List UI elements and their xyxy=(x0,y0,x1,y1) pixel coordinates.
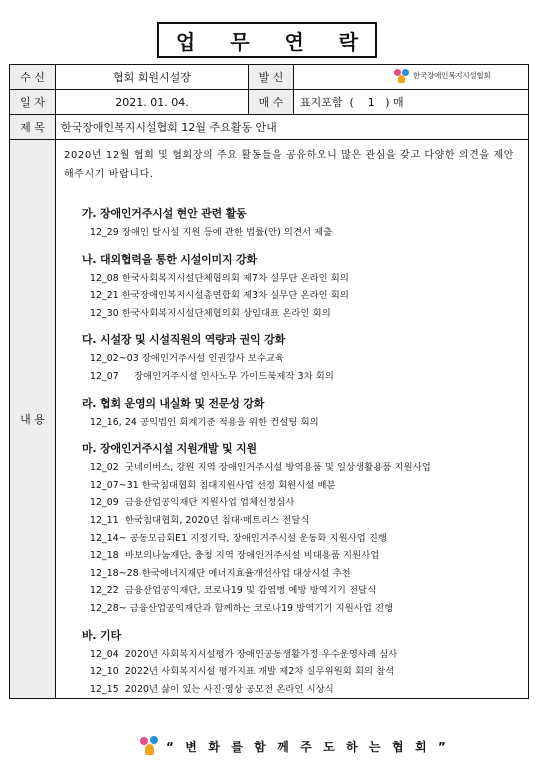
activity-item: 12_02 굿네이버스, 강원 지역 장애인거주시설 방역용품 및 일상생활용품 지원사업 xyxy=(90,462,431,474)
activity-item: 12_10 2022년 사회복지시설 평가지표 개발 제2차 실무위원회 회의 참석 xyxy=(90,666,395,678)
activity-item: 12_18~28 한국에너지재단 에너지효율개선사업 대상시설 추천 xyxy=(90,567,351,579)
activity-item: 12_14~ 공동모금회E1 지정기탁, 장애인거주시설 운동화 지원사업 진행 xyxy=(90,532,388,544)
section-title: 바. 기타 xyxy=(82,628,121,642)
pages-label: 매 수 xyxy=(249,90,294,115)
sender-value xyxy=(294,65,529,90)
activity-item: 12_21 한국장애인복지시설총연합회 제3차 실무단 온라인 회의 xyxy=(90,290,349,302)
footer xyxy=(140,736,449,756)
document-title: 업 무 연 락 xyxy=(157,22,377,58)
activity-item: 12_02~03 장애인거주시설 인권강사 보수교육 xyxy=(90,353,285,365)
activity-item: 12_11 한국침대협회, 2020년 침대·매트리스 전달식 xyxy=(90,514,310,526)
activity-item: 12_29 장애인 탈시설 지원 등에 관한 법률(안) 의견서 제출 xyxy=(90,227,333,238)
footer-logo-icon xyxy=(140,736,160,756)
association-logo-icon xyxy=(394,69,410,83)
activity-section xyxy=(64,252,522,323)
activity-sections xyxy=(64,206,522,698)
activity-section xyxy=(64,332,522,385)
activity-item: 12_08 한국사회복지시설단체협의회 제7차 실무단 온라인 회의 xyxy=(90,272,349,284)
date-row xyxy=(10,90,529,115)
activity-item: 12_18 바보의나눔재단, 충청 지역 장애인거주시설 비대용품 지원사업 xyxy=(90,550,380,562)
association-logo xyxy=(394,69,491,83)
activity-item: 12_07~31 한국침대협회 침대지원사업 선정 회원시설 배분 xyxy=(90,479,336,491)
activity-item: 12_07 장애인거주시설 인사노무 가이드북제작 3차 회의 xyxy=(90,370,334,382)
content-label: 내 용 xyxy=(10,140,56,699)
activity-section xyxy=(64,441,522,617)
subject-label: 제 목 xyxy=(10,115,56,140)
section-title: 라. 협회 운영의 내실화 및 전문성 강화 xyxy=(82,396,265,410)
activity-item: 12_16, 24 공익법인 회계기준 적용을 위한 컨설팅 회의 xyxy=(90,416,319,428)
activity-item: 12_22 금융산업공익재단, 코로나19 및 감염병 예방 방역기기 전달식 xyxy=(90,585,377,597)
activity-item: 12_30 한국사회복지시설단체협의회 상임대표 온라인 회의 xyxy=(90,307,331,319)
intro-text: 2020년 12월 협회 및 협회장의 주요 활동들을 공유하오니 많은 관심을 갖고 다양한 의견을 제안해주시기 바랍니다. xyxy=(64,150,514,180)
recipient-label: 수 신 xyxy=(10,65,56,90)
activity-item: 12_28~ 금융산업공익재단과 함께하는 코로나19 방역기기 지원사업 진행 xyxy=(90,602,394,614)
activity-item: 12_09 금융산업공익재단 지원사업 업체선정심사 xyxy=(90,497,295,509)
section-title: 가. 장애인거주시설 현안 관련 활동 xyxy=(82,207,247,220)
activity-item: 12_04 2020년 사회복지시설평가 장애인공동생활가정 우수운영사례 심사 xyxy=(90,648,398,660)
content-body xyxy=(56,140,529,699)
subject-row xyxy=(10,115,529,140)
activity-section xyxy=(64,628,522,699)
section-title: 마. 장애인거주시설 지원개발 및 지원 xyxy=(82,442,257,456)
activity-section xyxy=(64,396,522,432)
activity-item: 12_15 2020년 삶이 있는 사진·영상 공모전 온라인 시상식 xyxy=(90,683,334,695)
recipient-row xyxy=(10,65,529,90)
pages-value: 표지포함 ( 1 ) 매 xyxy=(294,90,529,115)
section-title: 나. 대외협력을 통한 시설이미지 강화 xyxy=(82,252,257,266)
recipient-value: 협회 회원시설장 xyxy=(56,65,249,90)
date-label: 일 자 xyxy=(10,90,56,115)
date-value: 2021. 01. 04. xyxy=(56,90,249,115)
association-logo-text: 한국장애인복지시설협회 xyxy=(413,71,491,80)
section-title: 다. 시설장 및 시설직원의 역량과 권익 강화 xyxy=(82,333,285,347)
subject-value: 한국장애인복지시설협회 12월 주요활동 안내 xyxy=(56,115,529,140)
memo-table xyxy=(9,64,529,699)
activity-section xyxy=(64,206,522,242)
sender-label: 발 신 xyxy=(249,65,294,90)
footer-slogan: “ 변 화 를 함 께 주 도 하 는 협 회 ” xyxy=(166,739,450,754)
content-row xyxy=(10,140,529,699)
